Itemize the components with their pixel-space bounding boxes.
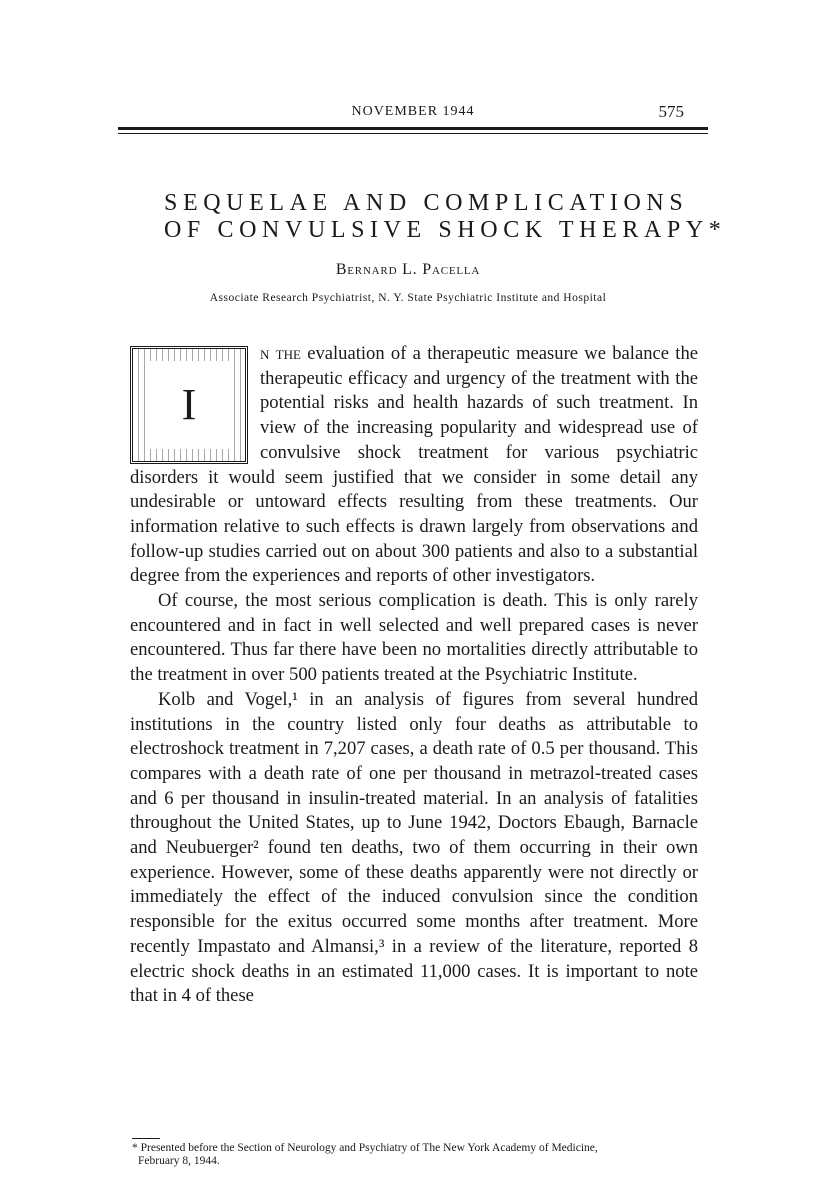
article-title	[164, 190, 727, 244]
article-body	[130, 342, 698, 1009]
paragraph-2: Of course, the most serious complication is death. This is only rarely encountered and in fact in well selected and well prepared cases is never encountered. Thus far there have been no mortalities directly attributable to the treatment in over 500 patients treated at the Psychiatric Institute.	[130, 590, 698, 686]
issue-date: NOVEMBER 1944	[351, 104, 475, 119]
footnote-line-1: * Presented before the Section of Neurology and Psychiatry of The New York Academy of Medicine,	[132, 1142, 598, 1154]
title-line-1: SEQUELAE AND COMPLICATIONS	[164, 190, 689, 216]
author-affiliation: Associate Research Psychiatrist, N. Y. State Psychiatric Institute and Hospital	[209, 292, 607, 304]
paragraph-1-text: evaluation of a therapeutic measure we balance the therapeutic efficacy and urgency of the treatment with the potential risks and health hazards of such treatment. In view of the increasing popularity and widespread use of convulsive shock treatment for various psychiatric disorders it would seem justified that we consider in some detail any undesirable or untoward effects resulting from these treatments. Our information relative to such effects is drawn largely from observations and follow-up studies carried out on about 300 patients and also to a substantial degree from the experiences and reports of other investigators.	[130, 343, 699, 587]
opening-small-caps: n the	[260, 343, 301, 364]
author-name: Bernard L. Pacella	[335, 261, 481, 278]
running-header	[118, 104, 708, 126]
title-line-2: OF CONVULSIVE SHOCK THERAPY*	[164, 217, 727, 243]
paragraph-3: Kolb and Vogel,¹ in an analysis of figures from several hundred institutions in the country listed only four deaths as attributable to electroshock treatment in 7,207 cases, a death rate of 0.5 per thousand. This compares with a death rate of one per thousand in metrazol-treated cases and 6 per thousand in insulin-treated material. In an analysis of fatalities throughout the United States, up to June 1942, Doctors Ebaugh, Barnacle and Neubuerger² found ten deaths, two of them occurring in their own experience. However, some of these deaths apparently were not directly or immediately the effect of the induced convulsion since the condition responsible for the exitus occurred some months after treatment. More recently Impastato and Almansi,³ in a review of the literature, reported 8 electric shock deaths in an estimated 11,000 cases. It is important to note that in 4 of these	[130, 688, 698, 1007]
footnote-rule	[132, 1138, 160, 1139]
drop-cap-letter: I	[181, 380, 197, 429]
page-number: 575	[658, 102, 684, 121]
footnote-line-2: February 8, 1944.	[138, 1155, 220, 1167]
paragraph-1	[130, 342, 698, 589]
ornamental-drop-cap	[130, 346, 248, 464]
header-rule-thick	[118, 127, 708, 130]
header-rule-thin	[118, 133, 708, 134]
footnote	[132, 1142, 712, 1168]
